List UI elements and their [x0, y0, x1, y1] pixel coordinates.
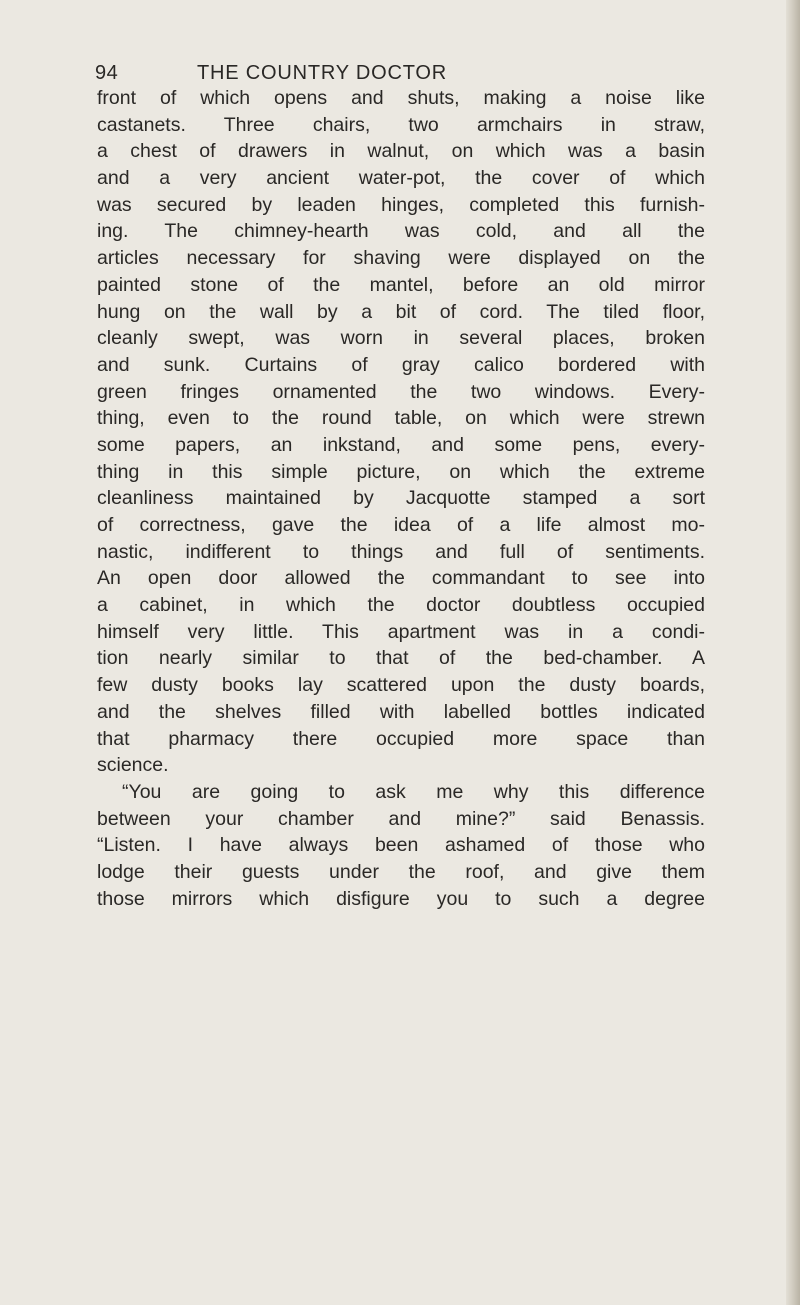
text-line: was secured by leaden hinges, completed this furnish- [97, 193, 705, 216]
text-line: himself very little. This apartment was in a condi- [97, 620, 705, 643]
text-line: a cabinet, in which the doctor doubtless occupied [97, 594, 705, 617]
text-line: lodge their guests under the roof, and give them [97, 860, 705, 883]
paragraph-end-line: science. [97, 754, 169, 777]
text-line: few dusty books lay scattered upon the dusty boards, [97, 674, 705, 697]
text-line: and a very ancient water-pot, the cover of which [97, 167, 705, 190]
text-line: tion nearly similar to that of the bed-chamber. A [97, 647, 705, 670]
page-edge [786, 0, 800, 1305]
text-line: castanets. Three chairs, two armchairs in straw, [97, 113, 705, 136]
text-line: articles necessary for shaving were displayed on the [97, 247, 705, 270]
text-line: and sunk. Curtains of gray calico bordered with [97, 353, 705, 376]
paragraph-start-line: “You are going to ask me why this difference [122, 780, 705, 803]
text-line: cleanly swept, was worn in several places, broken [97, 327, 705, 350]
text-line: a chest of drawers in walnut, on which was a basin [97, 140, 705, 163]
running-head: THE COUNTRY DOCTOR [197, 62, 447, 84]
text-line: those mirrors which disfigure you to such a degree [97, 887, 705, 910]
page-number: 94 [95, 62, 119, 84]
text-line: cleanliness maintained by Jacquotte stamped a sort [97, 487, 705, 510]
text-line: of correctness, gave the idea of a life almost mo- [97, 514, 705, 536]
text-line: “Listen. I have always been ashamed of those who [97, 834, 705, 857]
text-line: hung on the wall by a bit of cord. The tiled floor, [97, 300, 705, 323]
text-line: ing. The chimney-hearth was cold, and all the [97, 220, 705, 243]
text-line: between your chamber and mine?” said Benassis. [97, 807, 705, 830]
text-line: green fringes ornamented the two windows. Every- [97, 380, 705, 403]
text-line: and the shelves filled with labelled bottles indicated [97, 700, 705, 723]
text-line: thing in this simple picture, on which the extreme [97, 460, 705, 483]
text-line: painted stone of the mantel, before an old mirror [97, 273, 705, 296]
text-line: nastic, indifferent to things and full of sentiments. [97, 540, 705, 563]
text-line: thing, even to the round table, on which were strewn [97, 407, 705, 430]
text-line: some papers, an inkstand, and some pens, every- [97, 433, 705, 456]
text-line: that pharmacy there occupied more space than [97, 727, 705, 750]
text-line: front of which opens and shuts, making a noise like [97, 87, 705, 109]
text-line: An open door allowed the commandant to see into [97, 567, 705, 590]
body-text [97, 85, 705, 912]
